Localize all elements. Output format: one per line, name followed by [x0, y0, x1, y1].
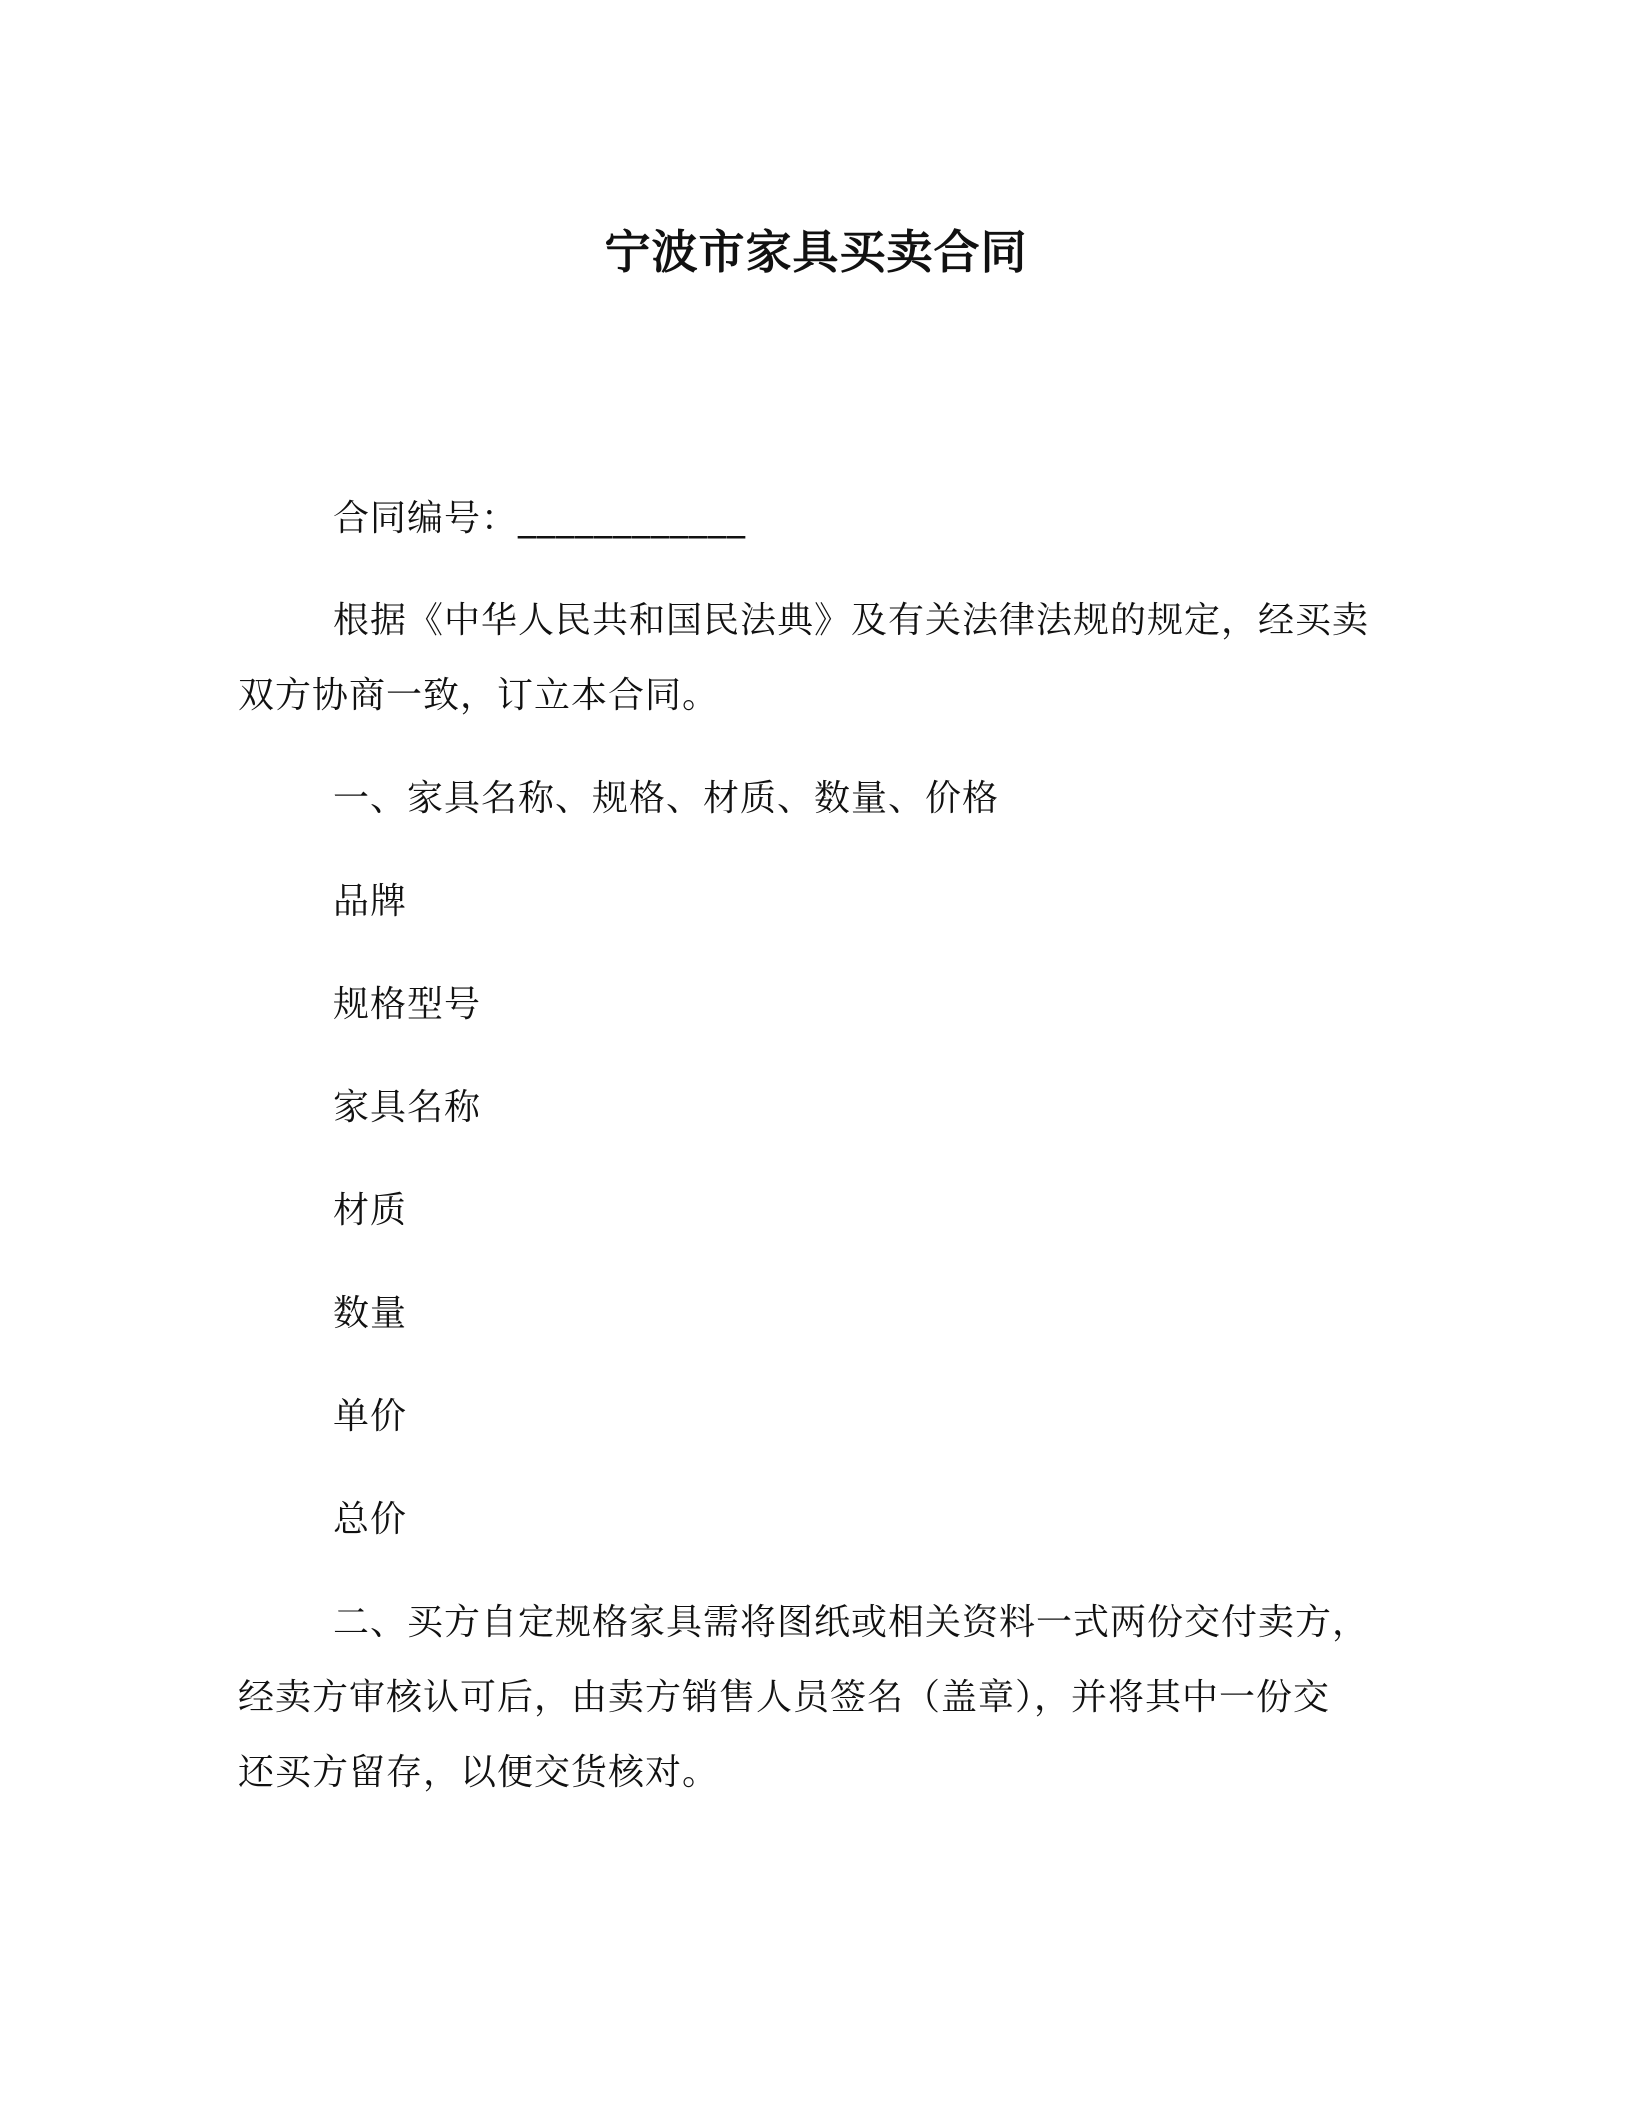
intro-line-2: 双方协商一致，订立本合同。	[238, 675, 720, 716]
section-2-line-2: 经卖方审核认可后，由卖方销售人员签名（盖章），并将其中一份交	[238, 1677, 1331, 1718]
document-title: 宁波市家具买卖合同	[604, 225, 1028, 279]
field-furniture-name: 家具名称	[333, 1087, 482, 1128]
field-material: 材质	[333, 1190, 408, 1231]
contract-number-label: 合同编号：	[333, 498, 519, 539]
field-model: 规格型号	[333, 984, 482, 1025]
field-brand: 品牌	[333, 881, 408, 922]
contract-number-blank: ____________	[518, 498, 747, 539]
intro-line-1: 根据《中华人民共和国民法典》及有关法律法规的规定，经买卖	[333, 600, 1370, 641]
field-quantity: 数量	[333, 1293, 408, 1334]
section-2-line-1: 二、买方自定规格家具需将图纸或相关资料一式两份交付卖方，	[333, 1602, 1370, 1643]
field-unit-price: 单价	[333, 1396, 408, 1437]
section-2-line-3: 还买方留存，以便交货核对。	[238, 1752, 720, 1793]
contract-number-line	[333, 495, 746, 543]
field-total-price: 总价	[333, 1499, 408, 1540]
section-1-heading: 一、家具名称、规格、材质、数量、价格	[333, 778, 1000, 819]
